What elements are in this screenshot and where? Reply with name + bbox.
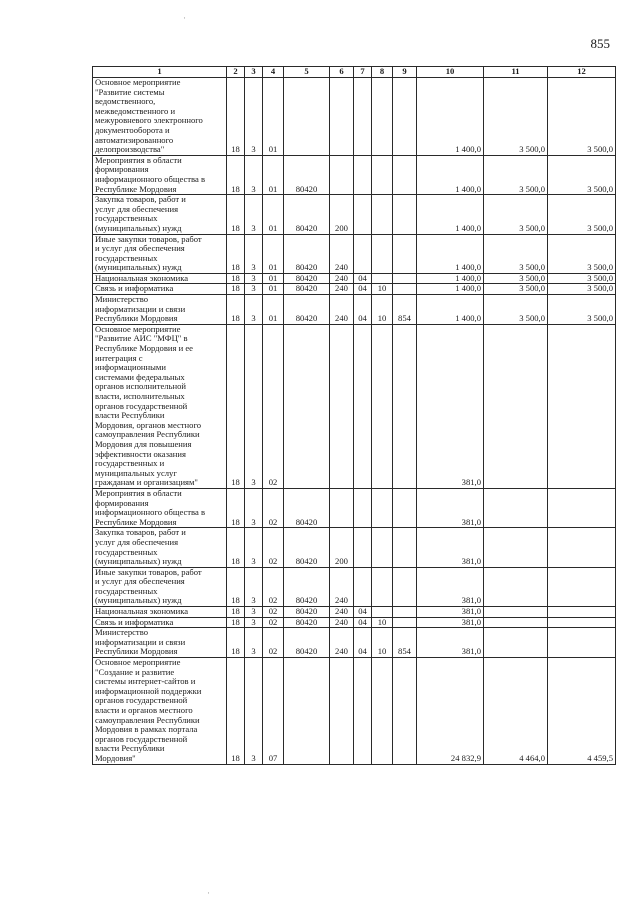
row-name-cell: Национальная экономика: [93, 607, 227, 618]
row-value-cell: 3: [245, 607, 263, 618]
header-cell: 7: [354, 67, 372, 78]
row-value-cell: 3 500,0: [548, 234, 616, 273]
row-value-cell: 381,0: [417, 324, 484, 488]
row-value-cell: 381,0: [417, 567, 484, 606]
row-value-cell: 10: [372, 284, 393, 295]
row-value-cell: 02: [263, 617, 284, 628]
row-name-cell: Закупка товаров, работ и услуг для обеспечения государственных (муниципальных) нужд: [93, 528, 227, 567]
row-value-cell: [372, 567, 393, 606]
header-cell: 9: [393, 67, 417, 78]
row-value-cell: [548, 528, 616, 567]
row-value-cell: 04: [354, 295, 372, 325]
header-cell: 5: [284, 67, 330, 78]
row-value-cell: 3: [245, 195, 263, 234]
header-cell: 10: [417, 67, 484, 78]
row-value-cell: [372, 658, 393, 765]
header-cell: 2: [227, 67, 245, 78]
row-value-cell: 18: [227, 78, 245, 156]
table-row: [93, 324, 616, 488]
row-value-cell: [372, 607, 393, 618]
row-value-cell: 381,0: [417, 617, 484, 628]
row-value-cell: 04: [354, 607, 372, 618]
row-value-cell: [354, 234, 372, 273]
row-value-cell: 240: [330, 628, 354, 658]
row-value-cell: [548, 628, 616, 658]
row-value-cell: 3: [245, 78, 263, 156]
row-value-cell: [484, 607, 548, 618]
row-value-cell: 3 500,0: [484, 195, 548, 234]
row-value-cell: [548, 324, 616, 488]
row-value-cell: 18: [227, 528, 245, 567]
row-value-cell: 18: [227, 234, 245, 273]
table-body: [93, 78, 616, 765]
row-value-cell: 04: [354, 273, 372, 284]
row-value-cell: 240: [330, 273, 354, 284]
row-value-cell: 04: [354, 284, 372, 295]
row-value-cell: 01: [263, 195, 284, 234]
header-cell: 4: [263, 67, 284, 78]
row-value-cell: [354, 78, 372, 156]
header-cell: 11: [484, 67, 548, 78]
row-value-cell: 3: [245, 155, 263, 194]
row-name-cell: Закупка товаров, работ и услуг для обеспечения государственных (муниципальных) нужд: [93, 195, 227, 234]
row-value-cell: [284, 658, 330, 765]
table-row: [93, 617, 616, 628]
table-row: [93, 528, 616, 567]
row-value-cell: 80420: [284, 284, 330, 295]
row-value-cell: 02: [263, 567, 284, 606]
row-value-cell: [372, 324, 393, 488]
row-value-cell: 80420: [284, 528, 330, 567]
scan-speck: ·: [183, 13, 186, 23]
row-value-cell: [330, 155, 354, 194]
row-name-cell: Иные закупки товаров, работ и услуг для обеспечения государственных (муниципальных) нужд: [93, 567, 227, 606]
row-value-cell: 240: [330, 295, 354, 325]
budget-table: [92, 66, 616, 765]
row-value-cell: 3: [245, 617, 263, 628]
header-cell: 8: [372, 67, 393, 78]
table-row: [93, 607, 616, 618]
table-row: [93, 155, 616, 194]
row-value-cell: 3: [245, 628, 263, 658]
row-value-cell: [393, 528, 417, 567]
row-value-cell: 04: [354, 617, 372, 628]
row-value-cell: [354, 528, 372, 567]
row-value-cell: 02: [263, 324, 284, 488]
row-value-cell: 80420: [284, 488, 330, 527]
row-name-cell: Основное мероприятие "Развитие системы ведомственного, межведомственного и межуровневого электронного документооборота и автоматизированного делопроизводства": [93, 78, 227, 156]
row-value-cell: [393, 234, 417, 273]
table-row: [93, 195, 616, 234]
row-value-cell: [330, 658, 354, 765]
row-value-cell: 10: [372, 295, 393, 325]
table-row: [93, 567, 616, 606]
row-value-cell: [393, 155, 417, 194]
row-name-cell: Основное мероприятие "Развитие АИС "МФЦ" в Республике Мордовия и ее интеграция с информационными системами федеральных органов исполнительной власти, исполнительных органов государственной власти Республики Мордовия, органов местного самоуправления Республики Мордовия для повышения эффективности оказания государственных и муниципальных услуг гражданам и организациям": [93, 324, 227, 488]
row-value-cell: [372, 234, 393, 273]
row-value-cell: 381,0: [417, 607, 484, 618]
row-value-cell: 3 500,0: [548, 78, 616, 156]
row-value-cell: 3: [245, 234, 263, 273]
row-value-cell: [393, 195, 417, 234]
row-value-cell: 3 500,0: [484, 155, 548, 194]
row-value-cell: [548, 617, 616, 628]
row-value-cell: 1 400,0: [417, 295, 484, 325]
row-value-cell: 10: [372, 617, 393, 628]
table-row: [93, 284, 616, 295]
row-value-cell: [484, 567, 548, 606]
row-name-cell: Связь и информатика: [93, 617, 227, 628]
row-value-cell: 07: [263, 658, 284, 765]
row-value-cell: [372, 195, 393, 234]
row-value-cell: [284, 78, 330, 156]
row-value-cell: [372, 155, 393, 194]
row-value-cell: 18: [227, 628, 245, 658]
page-number: 855: [590, 36, 610, 51]
row-value-cell: 3 500,0: [548, 195, 616, 234]
row-value-cell: 3 500,0: [484, 273, 548, 284]
row-value-cell: [354, 567, 372, 606]
row-value-cell: 18: [227, 617, 245, 628]
table-row: [93, 234, 616, 273]
row-name-cell: Национальная экономика: [93, 273, 227, 284]
row-value-cell: [393, 617, 417, 628]
row-value-cell: 80420: [284, 295, 330, 325]
row-value-cell: 3: [245, 284, 263, 295]
row-value-cell: 01: [263, 284, 284, 295]
row-value-cell: 02: [263, 488, 284, 527]
header-row: [93, 67, 616, 78]
row-value-cell: 4 464,0: [484, 658, 548, 765]
row-value-cell: 18: [227, 295, 245, 325]
row-name-cell: Связь и информатика: [93, 284, 227, 295]
header-cell: 3: [245, 67, 263, 78]
row-value-cell: [484, 488, 548, 527]
row-value-cell: 02: [263, 607, 284, 618]
row-value-cell: 1 400,0: [417, 273, 484, 284]
row-value-cell: 18: [227, 607, 245, 618]
row-value-cell: 01: [263, 295, 284, 325]
row-name-cell: Министерство информатизации и связи Республики Мордовия: [93, 295, 227, 325]
row-value-cell: 854: [393, 628, 417, 658]
row-value-cell: 01: [263, 155, 284, 194]
row-value-cell: 80420: [284, 234, 330, 273]
row-value-cell: 1 400,0: [417, 155, 484, 194]
row-value-cell: 3: [245, 528, 263, 567]
row-value-cell: 04: [354, 628, 372, 658]
row-value-cell: 18: [227, 658, 245, 765]
row-value-cell: 01: [263, 234, 284, 273]
table-row: [93, 488, 616, 527]
row-name-cell: Иные закупки товаров, работ и услуг для обеспечения государственных (муниципальных) нужд: [93, 234, 227, 273]
row-value-cell: 18: [227, 273, 245, 284]
table-row: [93, 658, 616, 765]
row-value-cell: [484, 324, 548, 488]
row-value-cell: [284, 324, 330, 488]
row-value-cell: 381,0: [417, 488, 484, 527]
row-value-cell: 01: [263, 78, 284, 156]
row-value-cell: [372, 273, 393, 284]
row-value-cell: [354, 658, 372, 765]
row-name-cell: Министерство информатизации и связи Республики Мордовия: [93, 628, 227, 658]
row-value-cell: 3 500,0: [548, 273, 616, 284]
row-value-cell: 381,0: [417, 628, 484, 658]
row-value-cell: 3 500,0: [484, 78, 548, 156]
row-value-cell: [393, 607, 417, 618]
row-value-cell: 18: [227, 488, 245, 527]
table-row: [93, 295, 616, 325]
table-row: [93, 273, 616, 284]
row-value-cell: [393, 488, 417, 527]
header-cell: 12: [548, 67, 616, 78]
row-value-cell: 80420: [284, 273, 330, 284]
row-value-cell: 3: [245, 488, 263, 527]
row-value-cell: 80420: [284, 607, 330, 618]
row-value-cell: 3 500,0: [548, 155, 616, 194]
row-value-cell: 240: [330, 234, 354, 273]
row-value-cell: [393, 284, 417, 295]
row-value-cell: 18: [227, 324, 245, 488]
row-value-cell: 381,0: [417, 528, 484, 567]
row-value-cell: [393, 567, 417, 606]
row-value-cell: 80420: [284, 155, 330, 194]
row-value-cell: 240: [330, 567, 354, 606]
row-name-cell: Мероприятия в области формирования информационного общества в Республике Мордовия: [93, 155, 227, 194]
row-value-cell: 24 832,9: [417, 658, 484, 765]
row-value-cell: 3 500,0: [548, 284, 616, 295]
row-value-cell: [393, 324, 417, 488]
row-name-cell: Мероприятия в области формирования информационного общества в Республике Мордовия: [93, 488, 227, 527]
row-value-cell: [354, 488, 372, 527]
row-value-cell: [484, 617, 548, 628]
row-value-cell: 18: [227, 567, 245, 606]
row-value-cell: [372, 78, 393, 156]
table-row: [93, 78, 616, 156]
row-value-cell: [330, 488, 354, 527]
row-value-cell: 200: [330, 195, 354, 234]
row-value-cell: [393, 273, 417, 284]
row-value-cell: [330, 78, 354, 156]
scan-speck: ·: [207, 888, 210, 898]
row-value-cell: [354, 195, 372, 234]
row-value-cell: [354, 155, 372, 194]
row-value-cell: 10: [372, 628, 393, 658]
row-value-cell: [484, 628, 548, 658]
row-value-cell: [548, 488, 616, 527]
table-row: [93, 628, 616, 658]
row-name-cell: Основное мероприятие "Создание и развитие системы интернет-сайтов и информационной поддержки органов государственной власти и органов местного самоуправления Республики Мордовия в рамках портала органов государственной власти Республики Мордовия": [93, 658, 227, 765]
row-value-cell: [354, 324, 372, 488]
row-value-cell: 18: [227, 195, 245, 234]
header-cell: 6: [330, 67, 354, 78]
row-value-cell: 240: [330, 607, 354, 618]
row-value-cell: 3 500,0: [484, 234, 548, 273]
row-value-cell: 80420: [284, 567, 330, 606]
row-value-cell: 80420: [284, 628, 330, 658]
row-value-cell: 01: [263, 273, 284, 284]
row-value-cell: 3 500,0: [484, 295, 548, 325]
row-value-cell: 3: [245, 658, 263, 765]
row-value-cell: 3: [245, 295, 263, 325]
row-value-cell: [393, 78, 417, 156]
row-value-cell: [484, 528, 548, 567]
row-value-cell: 4 459,5: [548, 658, 616, 765]
row-value-cell: [548, 567, 616, 606]
row-value-cell: 3 500,0: [548, 295, 616, 325]
row-value-cell: 240: [330, 617, 354, 628]
row-value-cell: 854: [393, 295, 417, 325]
row-value-cell: 1 400,0: [417, 234, 484, 273]
row-value-cell: 18: [227, 155, 245, 194]
row-value-cell: [372, 528, 393, 567]
row-value-cell: 02: [263, 528, 284, 567]
row-value-cell: 3 500,0: [484, 284, 548, 295]
row-value-cell: 1 400,0: [417, 195, 484, 234]
row-value-cell: [393, 658, 417, 765]
row-value-cell: 3: [245, 567, 263, 606]
row-value-cell: [548, 607, 616, 618]
row-value-cell: 3: [245, 273, 263, 284]
row-value-cell: 02: [263, 628, 284, 658]
row-value-cell: 18: [227, 284, 245, 295]
row-value-cell: 240: [330, 284, 354, 295]
header-cell: 1: [93, 67, 227, 78]
row-value-cell: 80420: [284, 617, 330, 628]
row-value-cell: 1 400,0: [417, 78, 484, 156]
row-value-cell: 80420: [284, 195, 330, 234]
row-value-cell: [330, 324, 354, 488]
row-value-cell: [372, 488, 393, 527]
row-value-cell: 3: [245, 324, 263, 488]
row-value-cell: 1 400,0: [417, 284, 484, 295]
row-value-cell: 200: [330, 528, 354, 567]
